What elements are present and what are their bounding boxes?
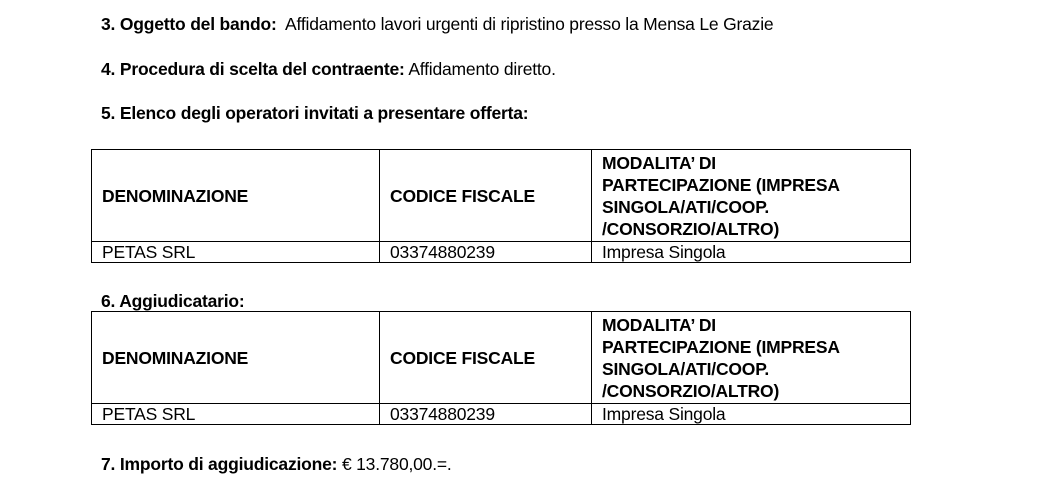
table-header-row [92, 312, 911, 404]
cell-codice-fiscale: 03374880239 [380, 404, 592, 425]
cell-denominazione: PETAS SRL [92, 404, 380, 425]
header-modalita [592, 312, 911, 404]
section-3-label: 3. Oggetto del bando [101, 14, 272, 34]
section-3-value: Affidamento lavori urgenti di ripristino presso la Mensa Le Grazie [276, 14, 774, 34]
section-7-value: € 13.780,00.=. [337, 454, 452, 474]
section-5-line [101, 103, 528, 123]
header-modalita-text: MODALITA’ DI PARTECIPAZIONE (IMPRESA SINGOLA/ATI/COOP. /CONSORZIO/ALTRO) [602, 152, 840, 239]
header-codice-fiscale: CODICE FISCALE [380, 150, 592, 242]
cell-modalita: Impresa Singola [592, 404, 911, 425]
header-denominazione: DENOMINAZIONE [92, 312, 380, 404]
section-6-label: 6. Aggiudicatario: [101, 291, 245, 311]
header-codice-fiscale: CODICE FISCALE [380, 312, 592, 404]
section-3-line [101, 14, 773, 34]
table-header-row [92, 150, 911, 242]
header-modalita [592, 150, 911, 242]
section-4-line [101, 59, 556, 79]
section-7-label: 7. Importo di aggiudicazione: [101, 454, 338, 474]
section-6-line [101, 291, 245, 311]
section-3-colon: : [271, 14, 277, 34]
header-denominazione: DENOMINAZIONE [92, 150, 380, 242]
header-modalita-text: MODALITA’ DI PARTECIPAZIONE (IMPRESA SINGOLA/ATI/COOP. /CONSORZIO/ALTRO) [602, 314, 840, 401]
table-row [92, 242, 911, 263]
cell-codice-fiscale: 03374880239 [380, 242, 592, 263]
awardee-table [91, 311, 911, 425]
section-7-line [101, 454, 452, 474]
cell-denominazione: PETAS SRL [92, 242, 380, 263]
invited-operators-table [91, 149, 911, 263]
cell-modalita: Impresa Singola [592, 242, 911, 263]
section-4-value: Affidamento diretto. [404, 59, 556, 79]
table-row [92, 404, 911, 425]
section-5-label: 5. Elenco degli operatori invitati a presentare offerta: [101, 103, 529, 123]
section-4-label: 4. Procedura di scelta del contraente: [101, 59, 405, 79]
